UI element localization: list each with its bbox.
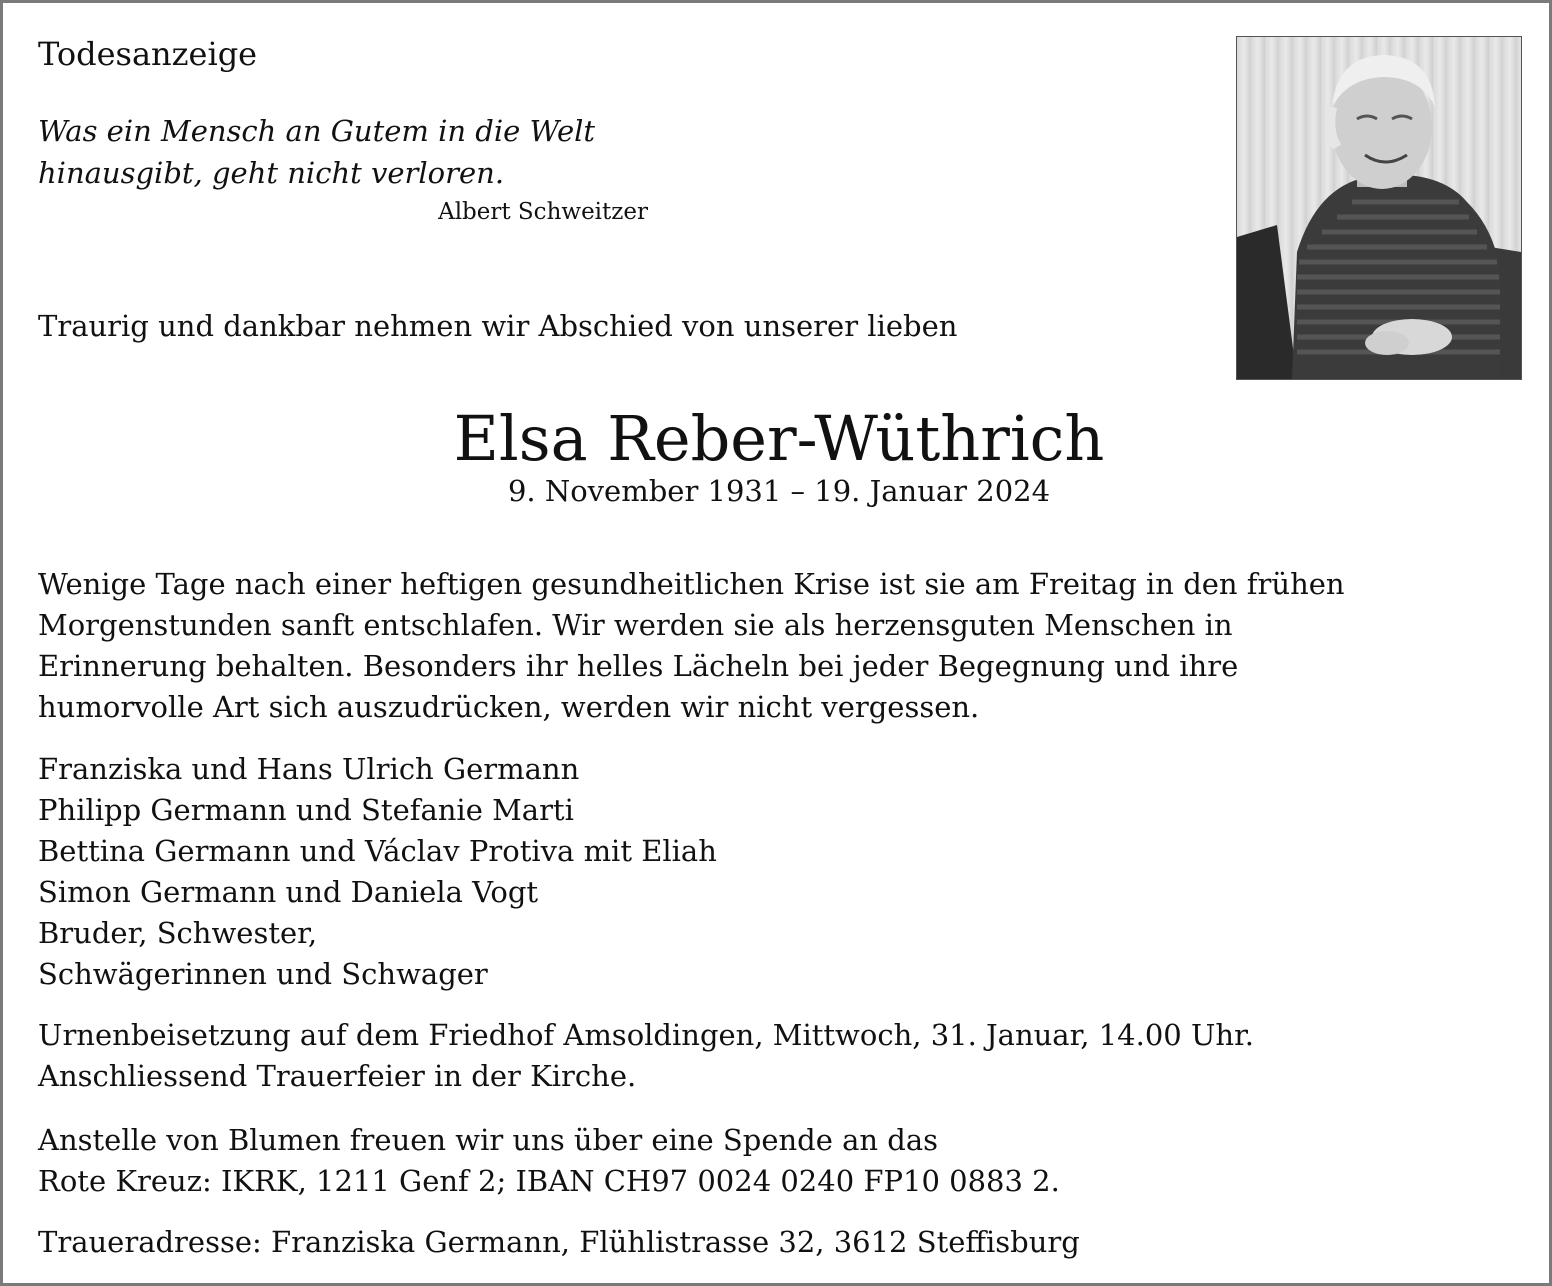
intro-text: Traurig und dankbar nehmen wir Abschied von unserer lieben [38, 309, 958, 343]
life-dates: 9. November 1931 – 19. Januar 2024 [507, 474, 1051, 508]
donation-info [38, 1120, 1060, 1202]
quote-author: Albert Schweitzer [438, 199, 648, 225]
mourning-address: Traueradresse: Franziska Germann, Flühlistrasse 32, 3612 Steffisburg [38, 1225, 1080, 1259]
donation-line: Anstelle von Blumen freuen wir uns über eine Spende an das [38, 1123, 939, 1157]
donation-line: Rote Kreuz: IKRK, 1211 Genf 2; IBAN CH97 0024 0240 FP10 0883 2. [38, 1164, 1060, 1198]
paragraph-line: Wenige Tage nach einer heftigen gesundheitlichen Krise ist sie am Freitag in den frühen [38, 567, 1345, 601]
quote-line: hinausgibt, geht nicht verloren. [38, 156, 505, 190]
paragraph-line: Erinnerung behalten. Besonders ihr helles Lächeln bei jeder Begegnung und ihre [38, 649, 1239, 683]
mourner-line: Franziska und Hans Ulrich Germann [38, 752, 580, 786]
mourner-line: Schwägerinnen und Schwager [38, 957, 488, 991]
paragraph-line: Morgenstunden sanft entschlafen. Wir werden sie als herzensguten Menschen in [38, 608, 1233, 642]
notice-header: Todesanzeige [38, 35, 258, 73]
mourner-line: Simon Germann und Daniela Vogt [38, 875, 539, 909]
portrait-illustration [1237, 37, 1521, 379]
mourner-line: Bruder, Schwester, [38, 916, 318, 950]
burial-line: Urnenbeisetzung auf dem Friedhof Amsoldingen, Mittwoch, 31. Januar, 14.00 Uhr. [38, 1018, 1254, 1052]
main-paragraph [38, 564, 1345, 728]
portrait-photo [1236, 36, 1522, 380]
mourner-line: Bettina Germann und Václav Protiva mit Eliah [38, 834, 717, 868]
burial-line: Anschliessend Trauerfeier in der Kirche. [38, 1059, 637, 1093]
deceased-name: Elsa Reber-Wüthrich [453, 402, 1105, 475]
burial-info [38, 1015, 1254, 1097]
mourners-list [38, 749, 717, 995]
mourner-line: Philipp Germann und Stefanie Marti [38, 793, 574, 827]
paragraph-line: humorvolle Art sich auszudrücken, werden wir nicht vergessen. [38, 690, 980, 724]
quote-line: Was ein Mensch an Gutem in die Welt [38, 114, 596, 148]
quote [38, 110, 595, 194]
